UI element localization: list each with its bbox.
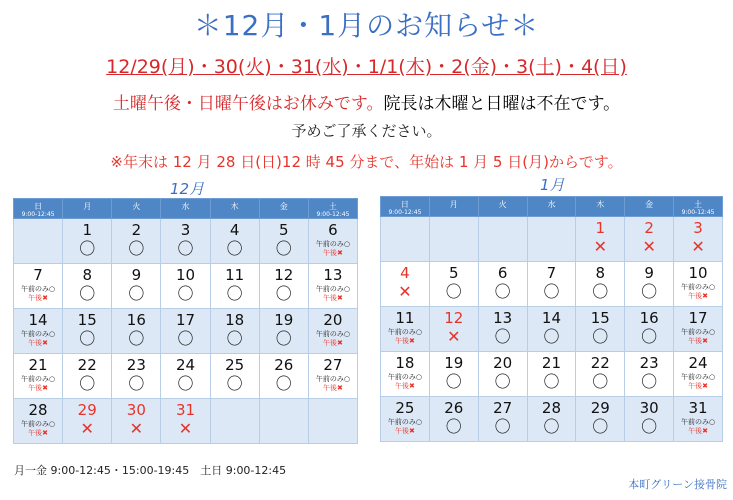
afternoon-closed-note: 午後✖ [28,384,48,392]
day-number: 24 [175,356,196,374]
calendar-day-cell [210,354,259,399]
day-number: 16 [639,309,659,327]
afternoon-closed-note: 午後✖ [394,427,415,435]
day-number: 31 [688,399,708,417]
yearend-notice: ※年末は 12 月 28 日(日)12 時 45 分まで、年始は 1 月 5 日(月)からです。 [110,153,623,171]
calendar-week-row [381,262,723,307]
weekday-label: 土 [694,200,703,209]
calendar-day-cell [381,352,430,397]
weekday-header [112,199,161,219]
open-mark-icon: 〇 [494,327,511,346]
calendar-day-cell [63,354,112,399]
page-title: ＊12月・1月のお知らせ＊ [193,9,540,42]
calendar-day-cell [674,352,723,397]
open-mark-icon: 〇 [226,374,243,393]
open-mark-icon: 〇 [79,374,96,393]
clinic-name: 本町グリーン接骨院 [628,478,727,491]
afternoon-closed-note: 午後✖ [394,382,415,390]
calendar-day-cell [63,309,112,354]
open-mark-icon: 〇 [592,282,609,301]
calendar-day-cell [478,307,527,352]
open-mark-icon: 〇 [543,417,560,436]
day-number: 30 [126,401,146,419]
day-number: 10 [688,264,708,282]
weekday-header [381,197,430,217]
day-number: 4 [229,221,240,239]
calendar-week-row [14,399,358,444]
calendar-day-cell [210,399,259,444]
open-mark-icon: 〇 [543,282,560,301]
closed-mark-icon: ✕ [178,419,193,438]
open-mark-icon: 〇 [641,327,658,346]
calendar-day-cell [14,354,63,399]
weekday-header [429,197,478,217]
morning-only-note: 午前のみ○ [680,328,716,336]
morning-only-note: 午前のみ○ [680,283,716,291]
weekday-header [210,199,259,219]
calendar-day-cell [429,262,478,307]
weekday-label: 金 [279,202,288,211]
day-number: 6 [328,221,338,239]
calendar-day-cell [674,307,723,352]
open-mark-icon: 〇 [592,372,609,391]
morning-only-note: 午前のみ○ [680,373,716,381]
open-mark-icon: 〇 [494,417,511,436]
holiday-dates: 12/29(月)・30(火)・31(水)・1/1(木)・2(金)・3(土)・4(日) [106,56,627,78]
morning-only-note: 午前のみ○ [315,375,350,383]
afternoon-closed-note: 午後✖ [322,384,343,392]
morning-only-note: 午前のみ○ [387,328,422,336]
day-number: 16 [126,311,146,329]
day-number: 27 [493,399,513,417]
calendar-day-cell [576,352,625,397]
day-number: 15 [590,309,610,327]
weekday-header [308,199,357,219]
weekday-hours: 9:00-12:45 [388,209,422,216]
weekday-label: 木 [230,202,239,211]
weekday-header [161,199,210,219]
afternoon-closed-note: 午後✖ [688,337,708,345]
afternoon-closed-note: 午後✖ [28,339,48,347]
calendar-day-cell [259,219,308,264]
open-mark-icon: 〇 [592,327,609,346]
calendar-day-cell [308,264,357,309]
calendar-day-cell [381,217,430,262]
day-number: 21 [541,354,561,372]
morning-only-note: 午前のみ○ [21,330,56,338]
weekday-label: 土 [328,202,337,211]
calendar-day-cell [429,307,478,352]
calendar-day-cell [308,309,357,354]
day-number: 17 [688,309,708,327]
day-number: 12 [274,266,294,284]
calendar-day-cell [112,354,161,399]
weekday-header [576,197,625,217]
day-number: 19 [274,311,294,329]
open-mark-icon: 〇 [494,372,511,391]
open-mark-icon: 〇 [494,282,511,301]
day-number: 28 [28,401,48,419]
afternoon-closed-note: 午後✖ [28,294,48,302]
morning-only-note: 午前のみ○ [680,418,716,426]
weekday-label: 水 [547,200,556,209]
calendar-day-cell [14,219,63,264]
day-number: 26 [274,356,294,374]
day-number: 22 [77,356,97,374]
morning-only-note: 午前のみ○ [387,373,422,381]
calendar-day-cell [625,352,674,397]
weekday-header [625,197,674,217]
open-mark-icon: 〇 [275,374,292,393]
day-number: 10 [175,266,196,284]
open-mark-icon: 〇 [128,374,145,393]
weekday-label: 火 [132,202,141,211]
open-mark-icon: 〇 [445,282,462,301]
calendar-day-cell [161,219,210,264]
weekday-header [478,197,527,217]
day-number: 24 [688,354,708,372]
open-mark-icon: 〇 [79,284,96,303]
open-mark-icon: 〇 [543,327,560,346]
closed-mark-icon: ✕ [642,237,656,256]
open-mark-icon: 〇 [641,417,658,436]
day-number: 17 [175,311,196,329]
calendar-day-cell [161,264,210,309]
morning-only-note: 午前のみ○ [21,375,56,383]
calendar-day-cell [14,399,63,444]
day-number: 6 [497,264,508,282]
day-number: 12 [444,309,464,327]
open-mark-icon: 〇 [445,417,462,436]
day-number: 22 [590,354,610,372]
day-number: 3 [693,219,703,237]
morning-only-note: 午前のみ○ [21,420,56,428]
day-number: 3 [180,221,191,239]
day-number: 18 [225,311,245,329]
morning-only-note: 午前のみ○ [387,418,422,426]
closed-mark-icon: ✕ [80,419,94,438]
calendar-day-cell [625,397,674,442]
afternoon-closed-note: 午後✖ [28,429,48,437]
calendar-week-row [381,352,723,397]
calendar-day-cell [63,219,112,264]
calendar-week-row [14,309,358,354]
day-number: 1 [82,221,92,239]
day-number: 29 [590,399,610,417]
calendar-day-cell [210,264,259,309]
weekday-hours: 9:00-12:45 [21,211,55,218]
afternoon-closed-note: 午後✖ [394,337,415,345]
open-mark-icon: 〇 [177,374,194,393]
calendar-day-cell [576,397,625,442]
open-mark-icon: 〇 [177,329,194,348]
day-number: 15 [77,311,97,329]
weekday-label: 日 [400,200,409,209]
weekday-label: 水 [181,202,190,211]
calendar-day-cell [527,217,576,262]
weekday-label: 金 [645,200,654,209]
day-number: 8 [595,264,606,282]
afternoon-closed-note: 午後✖ [688,292,708,300]
day-number: 18 [395,354,415,372]
calendar-day-cell [381,307,430,352]
open-mark-icon: 〇 [275,329,292,348]
afternoon-closed-note: 午後✖ [322,249,343,257]
december-calendar [13,198,358,444]
calendar-day-cell [527,262,576,307]
open-mark-icon: 〇 [543,372,560,391]
calendar-week-row [381,217,723,262]
calendar-day-cell [429,397,478,442]
day-number: 11 [225,266,245,284]
day-number: 5 [448,264,459,282]
calendar-week-row [14,219,358,264]
day-number: 7 [546,264,557,282]
open-mark-icon: 〇 [641,372,658,391]
morning-only-note: 午前のみ○ [315,330,350,338]
weekday-header [63,199,112,219]
calendar-week-row [14,354,358,399]
calendar-day-cell [112,264,161,309]
closed-mark-icon: ✕ [691,237,705,256]
calendar-day-cell [625,262,674,307]
day-number: 23 [639,354,659,372]
january-calendar [380,196,723,442]
open-mark-icon: 〇 [641,282,658,301]
closed-notice-red: 土曜午後・日曜午後はお休みです。 [112,94,384,114]
open-mark-icon: 〇 [128,284,145,303]
day-number: 7 [33,266,43,284]
calendar-day-cell [210,219,259,264]
day-number: 20 [493,354,513,372]
calendar-day-cell [478,262,527,307]
calendar-day-cell [14,264,63,309]
december-label: 12月 [170,180,205,198]
day-number: 19 [444,354,464,372]
closed-mark-icon: ✕ [129,419,144,438]
day-number: 26 [444,399,464,417]
closed-mark-icon: ✕ [447,327,461,346]
calendar-week-row [381,307,723,352]
calendar-day-cell [429,217,478,262]
open-mark-icon: 〇 [128,239,145,258]
day-number: 23 [126,356,146,374]
day-number: 8 [82,266,92,284]
day-number: 2 [131,221,142,239]
calendar-day-cell [210,309,259,354]
calendar-day-cell [14,309,63,354]
calendar-day-cell [674,217,723,262]
january-label: 1月 [540,176,565,194]
calendar-day-cell [112,399,161,444]
calendar-week-row [14,264,358,309]
afternoon-closed-note: 午後✖ [688,427,708,435]
calendar-day-cell [308,219,357,264]
calendar-day-cell [259,264,308,309]
day-number: 11 [395,309,415,327]
day-number: 1 [595,219,606,237]
apology-notice: 予めご了承ください。 [291,122,442,140]
day-number: 20 [323,311,343,329]
weekday-header [14,199,63,219]
day-number: 13 [493,309,513,327]
open-mark-icon: 〇 [79,329,96,348]
open-mark-icon: 〇 [445,372,462,391]
open-mark-icon: 〇 [275,239,292,258]
weekday-header [527,197,576,217]
calendar-day-cell [161,399,210,444]
calendar-day-cell [625,217,674,262]
day-number: 27 [323,356,343,374]
calendar-day-cell [576,262,625,307]
day-number: 9 [131,266,142,284]
calendar-day-cell [63,264,112,309]
open-mark-icon: 〇 [275,284,292,303]
weekday-label: 月 [449,200,458,209]
day-number: 29 [77,401,97,419]
morning-only-note: 午前のみ○ [21,285,56,293]
day-number: 25 [225,356,245,374]
day-number: 21 [28,356,48,374]
morning-only-note: 午前のみ○ [315,285,350,293]
day-number: 25 [395,399,415,417]
closed-notice [0,89,733,114]
day-number: 28 [541,399,561,417]
weekday-hours: 9:00-12:45 [316,211,350,218]
day-number: 14 [28,311,48,329]
day-number: 13 [323,266,343,284]
open-mark-icon: 〇 [226,239,243,258]
afternoon-closed-note: 午後✖ [322,294,343,302]
calendar-day-cell [259,309,308,354]
calendar-day-cell [308,399,357,444]
open-mark-icon: 〇 [177,239,194,258]
afternoon-closed-note: 午後✖ [688,382,708,390]
calendar-day-cell [112,219,161,264]
open-mark-icon: 〇 [226,284,243,303]
day-number: 2 [644,219,654,237]
weekday-hours: 9:00-12:45 [681,209,715,216]
closed-mark-icon: ✕ [593,237,607,256]
open-mark-icon: 〇 [226,329,243,348]
weekday-header [259,199,308,219]
day-number: 4 [400,264,410,282]
calendar-day-cell [576,217,625,262]
calendar-day-cell [259,354,308,399]
weekday-header [674,197,723,217]
calendar-day-cell [674,262,723,307]
calendar-day-cell [527,307,576,352]
calendar-day-cell [674,397,723,442]
calendar-day-cell [527,397,576,442]
calendar-day-cell [478,352,527,397]
calendar-day-cell [381,397,430,442]
closed-mark-icon: ✕ [398,282,412,301]
calendar-day-cell [161,309,210,354]
calendar-day-cell [63,399,112,444]
closed-notice-director: 院長は木曜と日曜は不在です。 [383,94,621,114]
afternoon-closed-note: 午後✖ [322,339,343,347]
day-number: 31 [175,401,196,419]
weekday-label: 月 [83,202,92,211]
open-mark-icon: 〇 [177,284,194,303]
open-mark-icon: 〇 [592,417,609,436]
calendar-day-cell [259,399,308,444]
calendar-day-cell [478,397,527,442]
calendar-day-cell [308,354,357,399]
weekday-label: 火 [498,200,507,209]
morning-only-note: 午前のみ○ [315,240,350,248]
calendar-day-cell [478,217,527,262]
day-number: 30 [639,399,659,417]
weekday-label: 木 [596,200,605,209]
day-number: 5 [279,221,289,239]
day-number: 14 [541,309,561,327]
day-number: 9 [644,264,654,282]
calendar-day-cell [161,354,210,399]
calendar-day-cell [381,262,430,307]
calendar-day-cell [576,307,625,352]
calendar-day-cell [625,307,674,352]
open-mark-icon: 〇 [128,329,145,348]
calendar-day-cell [527,352,576,397]
calendar-day-cell [112,309,161,354]
calendar-day-cell [429,352,478,397]
open-mark-icon: 〇 [79,239,96,258]
calendar-week-row [381,397,723,442]
business-hours: 月一金 9:00-12:45・15:00-19:45 土日 9:00-12:45 [14,464,287,477]
weekday-label: 日 [34,202,43,211]
